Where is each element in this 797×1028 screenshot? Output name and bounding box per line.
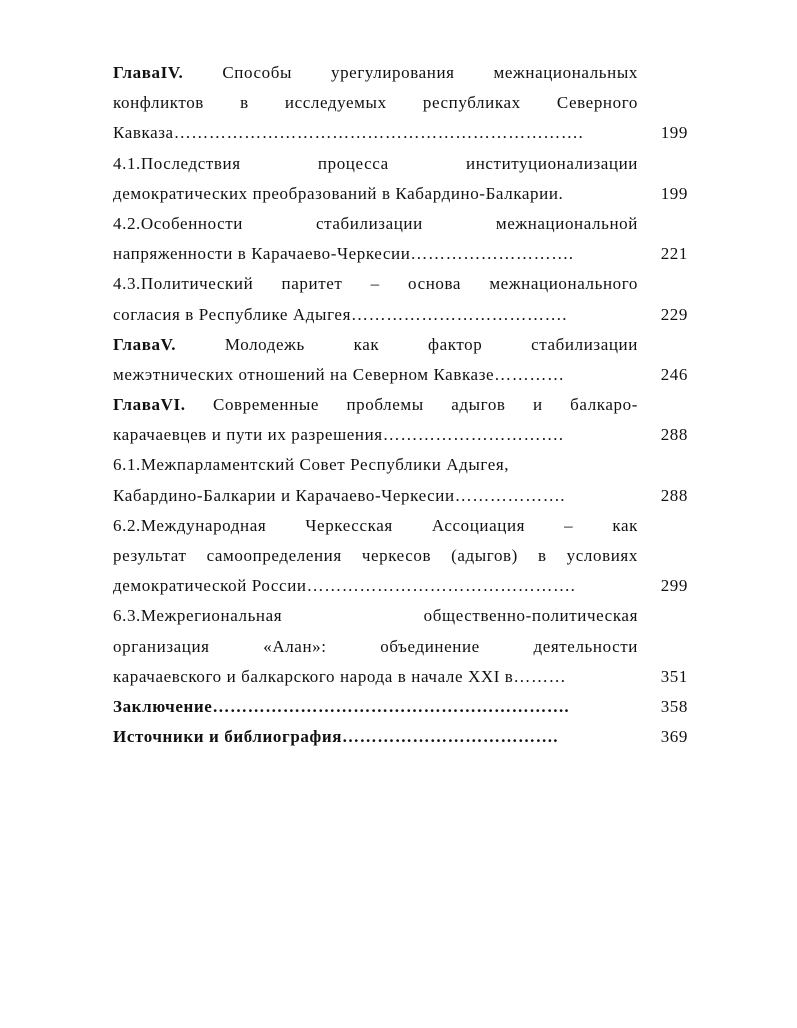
table-of-contents — [113, 58, 693, 752]
toc-word: «Алан»: — [263, 636, 327, 656]
toc-word: институционализации — [466, 153, 638, 173]
toc-line — [113, 58, 693, 88]
toc-entry-text: карачаевцев и пути их разрешения…………………………. — [113, 425, 564, 445]
toc-word: черкесов — [361, 546, 432, 565]
chapter-heading: ГлаваV. — [113, 334, 177, 354]
toc-line — [113, 88, 693, 118]
page-number: 299 — [660, 576, 688, 596]
page-number: 221 — [660, 244, 688, 264]
toc-line — [113, 179, 693, 209]
toc-line — [113, 662, 693, 692]
toc-line — [113, 330, 693, 360]
toc-line — [113, 239, 693, 269]
toc-word: организация — [113, 636, 210, 656]
toc-word: 6.2.Международная — [113, 515, 267, 535]
page-number: 358 — [660, 696, 688, 716]
page-number: 288 — [660, 425, 688, 445]
toc-word: процесса — [317, 153, 389, 173]
toc-line — [113, 300, 693, 330]
toc-word: деятельности — [533, 636, 638, 656]
toc-word: Способы — [222, 63, 293, 82]
toc-word: балкаро- — [570, 395, 638, 415]
toc-word: Северного — [556, 93, 638, 113]
bibliography-heading: Источники и библиография………………………………. — [113, 727, 559, 747]
toc-word: основа — [408, 274, 462, 294]
toc-word: объединение — [380, 636, 480, 656]
toc-word: проблемы — [346, 395, 424, 415]
toc-word: Современные — [213, 395, 319, 415]
toc-line — [113, 390, 693, 420]
page-number: 246 — [660, 364, 688, 384]
toc-word: – — [564, 515, 574, 535]
toc-entry-text: напряженности в Карачаево-Черкесии………………………. — [113, 244, 574, 264]
toc-word: самоопределения — [206, 546, 342, 565]
toc-word: межнациональных — [493, 63, 638, 82]
toc-entry-text: Кабардино-Балкарии и Карачаево-Черкесии………………. — [113, 485, 566, 505]
toc-word: 6.3.Межрегиональная — [113, 606, 283, 626]
toc-line — [113, 481, 693, 511]
toc-word: паритет — [281, 274, 343, 294]
toc-entry-text: 6.1.Межпарламентский Совет Республики Адыгея, — [113, 455, 510, 475]
toc-entry-text: согласия в Республике Адыгея………………………………. — [113, 304, 568, 324]
toc-word: 4.3.Политический — [113, 274, 254, 294]
toc-word: – — [370, 274, 380, 294]
toc-word: адыгов — [451, 395, 506, 415]
toc-word: фактор — [427, 334, 483, 354]
toc-entry-text: демократической России………………………………………. — [113, 576, 576, 596]
toc-word: урегулирования — [330, 63, 455, 82]
toc-word: как — [612, 515, 638, 535]
chapter-heading: ГлаваIV. — [113, 63, 184, 82]
toc-word: и — [533, 395, 543, 415]
page-number: 351 — [660, 666, 688, 686]
toc-line — [113, 511, 693, 541]
toc-line — [113, 601, 693, 631]
toc-word: результат — [113, 546, 187, 565]
toc-word: стабилизации — [316, 213, 423, 233]
page-number: 288 — [660, 485, 688, 505]
toc-word: условиях — [566, 546, 638, 565]
toc-word: 4.2.Особенности — [113, 213, 243, 233]
toc-line — [113, 209, 693, 239]
toc-word: в — [537, 546, 547, 565]
toc-word: конфликтов — [113, 93, 204, 113]
toc-word: (адыгов) — [451, 546, 518, 565]
toc-line — [113, 692, 693, 722]
toc-line — [113, 632, 693, 662]
toc-word: Черкесская — [305, 515, 393, 535]
toc-word: как — [353, 334, 380, 354]
toc-entry-text: межэтнических отношений на Северном Кавказе………… — [113, 364, 565, 384]
toc-line — [113, 420, 693, 450]
toc-line — [113, 571, 693, 601]
page-number: 369 — [660, 727, 688, 747]
toc-word: Ассоциация — [431, 515, 526, 535]
toc-word: общественно-политическая — [423, 606, 638, 626]
page-number: 199 — [660, 183, 688, 203]
toc-entry-text: карачаевского и балкарского народа в начале XXI в……… — [113, 666, 567, 686]
toc-word: республиках — [422, 93, 521, 113]
toc-line — [113, 450, 693, 480]
toc-word: в — [240, 93, 249, 113]
page-number: 229 — [660, 304, 688, 324]
toc-word: исследуемых — [284, 93, 387, 113]
toc-word: межнационального — [489, 274, 638, 294]
toc-line — [113, 722, 693, 752]
toc-line — [113, 269, 693, 299]
conclusion-heading: Заключение……………………………………………………. — [113, 696, 570, 716]
toc-line — [113, 118, 693, 148]
page-number: 199 — [660, 123, 688, 143]
toc-word: 4.1.Последствия — [113, 153, 241, 173]
toc-line — [113, 360, 693, 390]
toc-word: стабилизации — [531, 334, 638, 354]
toc-line — [113, 149, 693, 179]
toc-entry-text: Кавказа……………………………………………………………. — [113, 123, 584, 143]
toc-entry-text: демократических преобразований в Кабардино-Балкарии. — [113, 183, 564, 203]
chapter-heading: ГлаваVI. — [113, 395, 186, 415]
toc-line — [113, 541, 693, 571]
toc-word: Молодежь — [224, 334, 305, 354]
toc-word: межнациональной — [495, 213, 638, 233]
